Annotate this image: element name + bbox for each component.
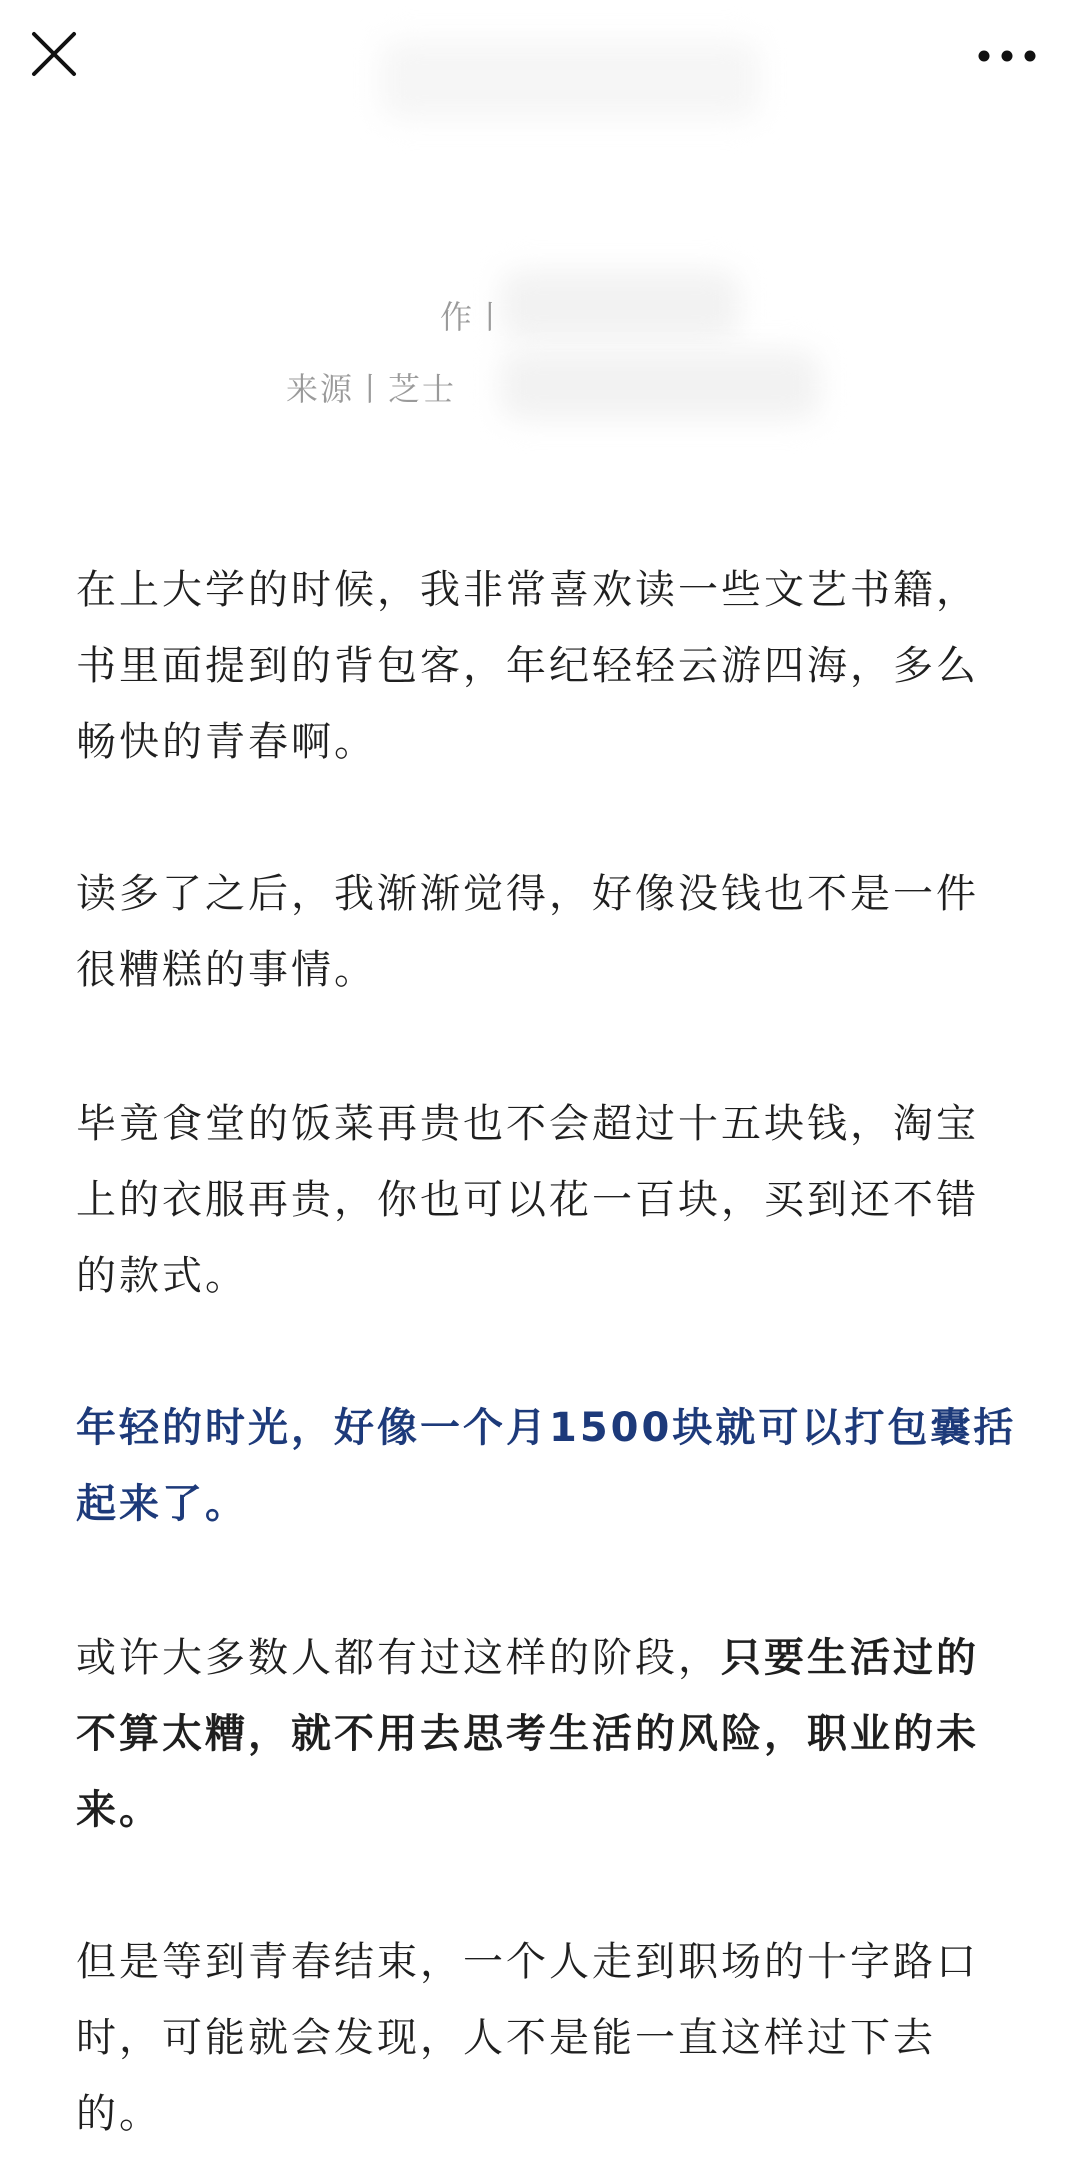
paragraph-5	[76, 1620, 1016, 1848]
paragraph-line: 起来了。	[76, 1481, 248, 1527]
author-line: 作丨	[440, 298, 509, 336]
paragraph-line: 的款式。	[76, 1253, 248, 1299]
paragraph-line	[76, 1620, 1016, 1696]
top-bar	[0, 0, 1080, 120]
paragraph-line: 上的衣服再贵，你也可以花一百块，买到还不错	[76, 1177, 979, 1223]
source-line: 来源丨芝士‌	[286, 370, 457, 408]
close-button[interactable]	[28, 28, 80, 80]
bold-line: 来。	[76, 1787, 162, 1833]
paragraph-6	[76, 1924, 1016, 2152]
paragraph-line: 毕竟食堂的饭菜再贵也不会超过十五块钱，淘宝	[76, 1101, 979, 1147]
blurred-title-area	[380, 40, 760, 120]
blurred-author-name	[500, 270, 740, 340]
paragraph-line: 时，可能就会发现，人不是能一直这样过下去	[76, 2015, 936, 2061]
close-icon	[28, 28, 80, 80]
paragraph-line: 畅快的青春啊。	[76, 719, 377, 765]
blurred-source-name	[500, 350, 820, 420]
paragraph-line: 读多了之后，我渐渐觉得，好像没钱也不是一件	[76, 871, 979, 917]
paragraph-3	[76, 1086, 1016, 1314]
paragraph-line: 很糟糕的事情。	[76, 947, 377, 993]
more-button[interactable]	[972, 36, 1042, 76]
paragraph-line: 的。	[76, 2091, 162, 2137]
paragraph-line: 在上大学的时候，我非常喜欢读一些文艺书籍，	[76, 567, 979, 613]
bold-text: 只要生活过的	[721, 1635, 979, 1681]
more-icon	[972, 36, 1042, 76]
paragraph-line: 年轻的时光，好像一个月1500块就可以打包囊括	[76, 1405, 1017, 1451]
bold-line: 不算太糟，就不用去思考生活的风险，职业的未	[76, 1711, 979, 1757]
paragraph-line: 书里面提到的背包客，年纪轻轻云游四海，多么	[76, 643, 979, 689]
paragraph-2	[76, 856, 1016, 1008]
paragraph-1	[76, 552, 1016, 780]
highlighted-paragraph	[76, 1390, 1016, 1542]
paragraph-line: 但是等到青春结束，一个人走到职场的十字路口	[76, 1939, 979, 1985]
paragraph-text: 或许大多数人都有过这样的阶段，	[76, 1635, 721, 1681]
